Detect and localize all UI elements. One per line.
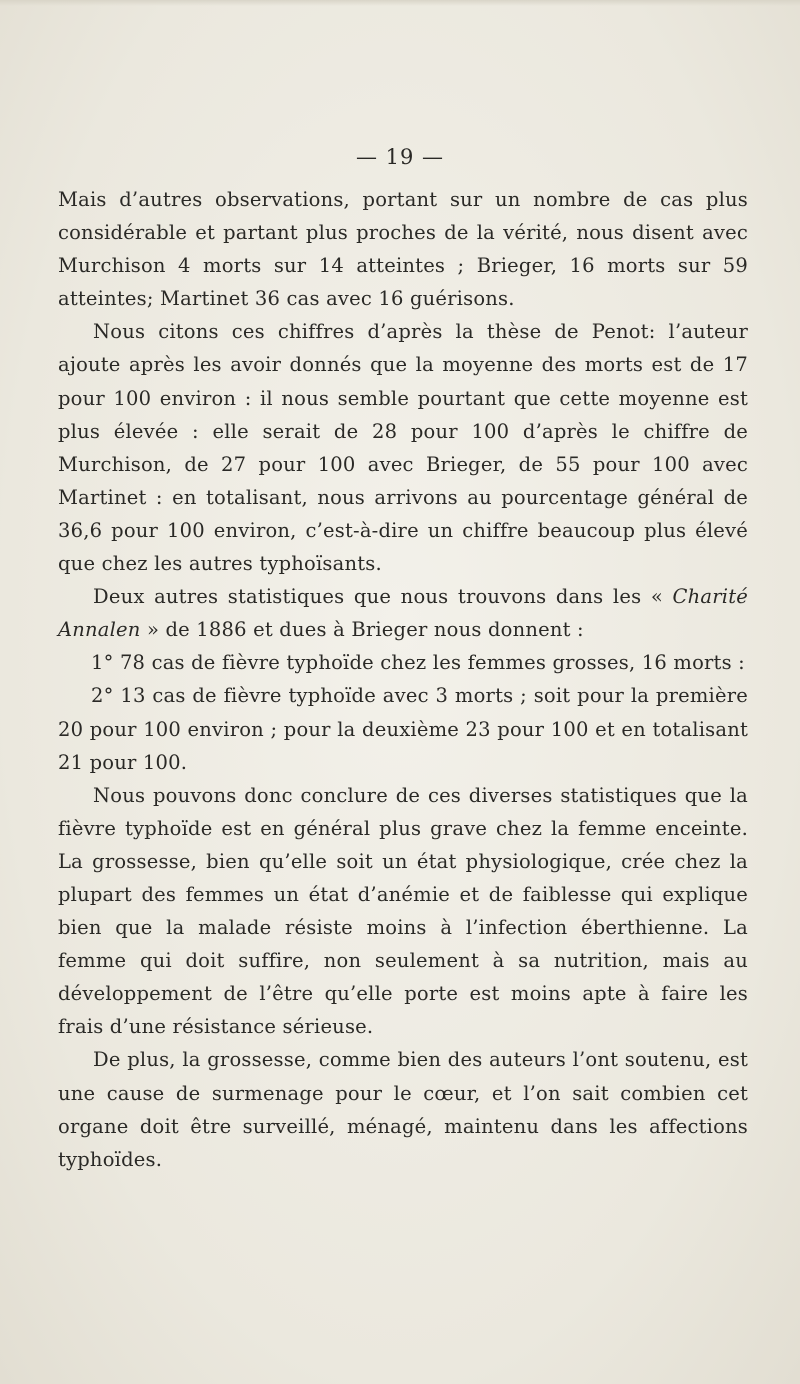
body-text (58, 183, 748, 1176)
journal-title: Charité Annalen (58, 585, 748, 642)
paragraph-final: De plus, la grossesse, comme bien des auteurs l’ont soutenu, est une cause de surmenage pour le cœur, et l’on sait combien cet organe doit être surveillé, ménagé, maintenu dans les affections typhoïdes. (58, 1048, 748, 1171)
paragraph-3 (58, 580, 748, 646)
list-item-2: 2° 13 cas de fièvre typhoïde avec 3 morts ; soit pour la première 20 pour 100 environ ; pour la deuxième 23 pour 100 et en totalisant 21 pour 100. (58, 684, 748, 774)
paragraph-3-end: » de 1886 et dues à Brieger nous donnent : (140, 618, 584, 642)
page-number: — 19 — (355, 145, 445, 169)
page-edge-shadow (0, 0, 800, 6)
paragraph-1: Mais d’autres observations, portant sur un nombre de cas plus considérable et partant plus proches de la vérité, nous disent avec Murchison 4 morts sur 14 atteintes ; Brieger, 16 morts sur 59 atteintes; Martinet 36 cas avec 16 guérisons. (58, 188, 748, 311)
paragraph-3-start: Deux autres statistiques que nous trouvons dans les « (93, 585, 673, 609)
paragraph-2: Nous citons ces chiffres d’après la thèse de Penot: l’auteur ajoute après les avoir donnés que la moyenne des morts est de 17 pour 100 environ : il nous semble pourtant que cette moyenne est plus élevée : elle serait de 28 pour 100 d’après le chiffre de Murchison, de 27 pour 100 avec Brieger, de 55 pour 100 avec Martinet : en totalisant, nous arrivons au pourcentage général de 36,6 pour 100 environ, c’est-à-dire un chiffre beaucoup plus élevé que chez les autres typhoïsants. (58, 320, 748, 576)
list-item-1: 1° 78 cas de fièvre typhoïde chez les femmes grosses, 16 morts : (91, 651, 745, 675)
paragraph-conclusion: Nous pouvons donc conclure de ces diverses statistiques que la fièvre typhoïde est en général plus grave chez la femme enceinte. La grossesse, bien qu’elle soit un état physiologique, crée chez la plupart des femmes un état d’anémie et de faiblesse qui explique bien que la malade résiste moins à l’infection éberthienne. La femme qui doit suffire, non seulement à sa nutrition, mais au développement de l’être qu’elle porte est moins apte à faire les frais d’une résistance sérieuse. (58, 783, 748, 1039)
